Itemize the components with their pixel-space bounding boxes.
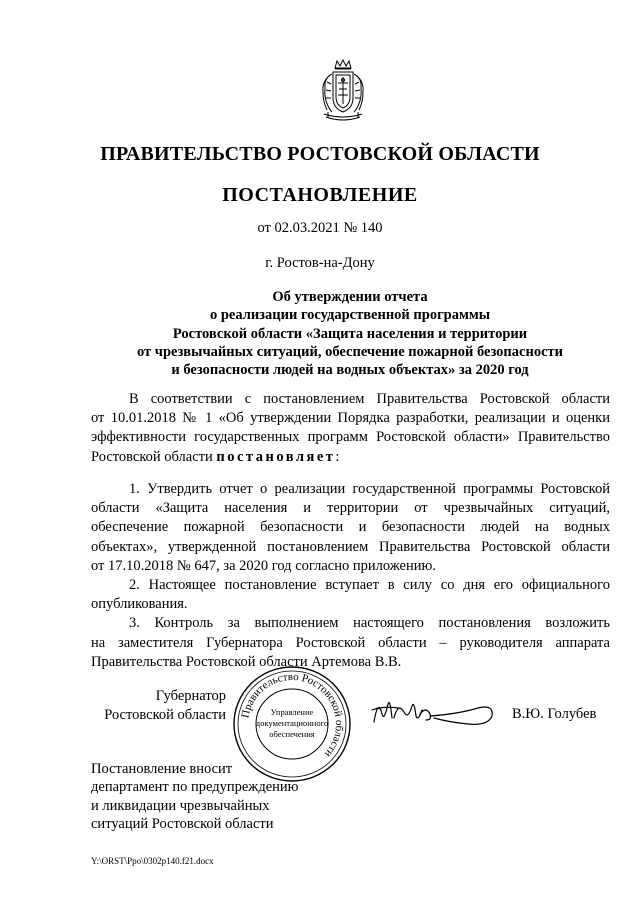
handwritten-signature [368, 692, 498, 732]
signatory-title-line: Губернатор [155, 688, 226, 704]
subject-line: Об утверждении отчета [272, 289, 428, 305]
document-city: г. Ростов-на-Дону [265, 255, 375, 271]
stamp-outer-text: Правительство Ростовской области [239, 670, 346, 760]
item-line: от 17.10.2018 № 647, за 2020 год согласно приложению. [91, 557, 436, 574]
resolution-items [91, 480, 610, 672]
preamble-line: В соответствии с постановлением Правительства Ростовской области [129, 391, 610, 407]
item-line: обеспечение пожарной безопасности и безопасности людей на водных [91, 519, 610, 536]
organization-title: ПРАВИТЕЛЬСТВО РОСТОВСКОЙ ОБЛАСТИ [100, 143, 540, 165]
item-line: 3. Контроль за выполнением настоящего постановления возложить [129, 615, 610, 632]
file-path: Y:\ORST\Ppo\0302p140.f21.docx [91, 856, 214, 866]
submitter-line: ситуаций Ростовской области [91, 815, 274, 832]
submitter-line: и ликвидации чрезвычайных [91, 797, 270, 814]
item-line: опубликования. [91, 596, 188, 613]
item-line: на заместителя Губернатора Ростовской области – руководителя аппарата [91, 634, 610, 651]
item-line: 2. Настоящее постановление вступает в силу со дня его официального [129, 577, 610, 594]
submitter-block [91, 760, 299, 833]
signatory-title [91, 687, 226, 724]
preamble-last-suffix: : [335, 448, 340, 465]
preamble-paragraph [91, 390, 610, 467]
document-subject [90, 288, 610, 379]
subject-line: Ростовской области «Защита населения и территории [172, 325, 528, 342]
preamble-line: от 10.01.2018 № 1 «Об утверждении Порядка разработки, реализации и оценки [91, 410, 610, 427]
subject-line: о реализации государственной программы [209, 307, 491, 324]
document-date-number: от 02.03.2021 № 140 [257, 220, 383, 236]
stamp-inner-line: документационного [255, 718, 329, 728]
signatory-title-line: Ростовской области [104, 706, 226, 723]
item-line: Правительства Ростовской области Артемова В.В. [91, 653, 402, 670]
resolves-word: постановляет [216, 448, 336, 465]
item-line: объектах», утвержденной постановлением Правительства Ростовской области [91, 538, 610, 555]
preamble-last-prefix: Ростовской области [91, 448, 217, 465]
item-line: 1. Утвердить отчет о реализации государственной программы Ростовской [129, 481, 610, 497]
submitter-line: Постановление вносит [91, 761, 233, 777]
submitter-line: департамент по предупреждению [91, 779, 299, 796]
rostov-oblast-coat-of-arms-icon [318, 58, 368, 124]
subject-line: от чрезвычайных ситуаций, обеспечение пожарной безопасности [136, 343, 563, 360]
preamble-line: эффективности государственных программ Ростовской области» Правительство [91, 429, 610, 446]
stamp-inner-line: Управление [270, 707, 314, 717]
stamp-inner-line: обеспечения [269, 729, 315, 739]
signatory-name: В.Ю. Голубев [512, 706, 597, 722]
item-line: области «Защита населения и территории от чрезвычайных ситуаций, [91, 500, 610, 517]
subject-line: и безопасности людей на водных объектах» за 2020 год [171, 362, 529, 379]
preamble-line [91, 448, 610, 467]
document-type: ПОСТАНОВЛЕНИЕ [222, 184, 418, 206]
